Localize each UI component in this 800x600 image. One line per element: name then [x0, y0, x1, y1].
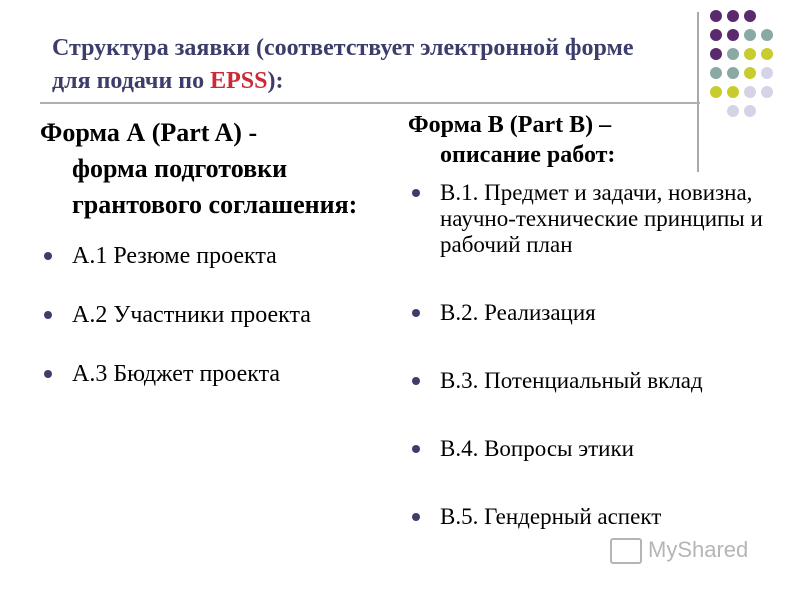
decorative-dot: [727, 10, 739, 22]
list-item: В.5. Гендерный аспект: [408, 504, 768, 530]
part-a-heading: Форма А (Part A) - форма подготовки грантового соглашения:: [40, 118, 358, 219]
decorative-dot: [744, 10, 756, 22]
list-item: В.3. Потенциальный вклад: [408, 368, 768, 394]
decorative-dot: [710, 10, 722, 22]
epss-highlight: EPSS: [210, 68, 268, 94]
list-item: В.2. Реализация: [408, 300, 768, 326]
part-b-heading: Форма В (Part B) – описание работ:: [408, 112, 616, 168]
list-item: В.1. Предмет и задачи, новизна, научно-технические принципы и рабочий план: [408, 180, 768, 258]
presentation-icon: [610, 538, 642, 564]
horizontal-rule: [40, 102, 700, 104]
watermark: MyShared: [610, 537, 748, 564]
list-item: А.2 Участники проекта: [40, 302, 400, 328]
part-b-list: [408, 180, 768, 530]
list-item: В.4. Вопросы этики: [408, 436, 768, 462]
part-a-column: [40, 115, 400, 387]
slide-title: Структура заявки (соответствует электронной форме для подачи по EPSS):: [52, 35, 634, 94]
list-item: А.1 Резюме проекта: [40, 243, 400, 269]
part-a-list: [40, 243, 400, 387]
part-b-column: [408, 110, 768, 530]
list-item: А.3 Бюджет проекта: [40, 361, 400, 387]
